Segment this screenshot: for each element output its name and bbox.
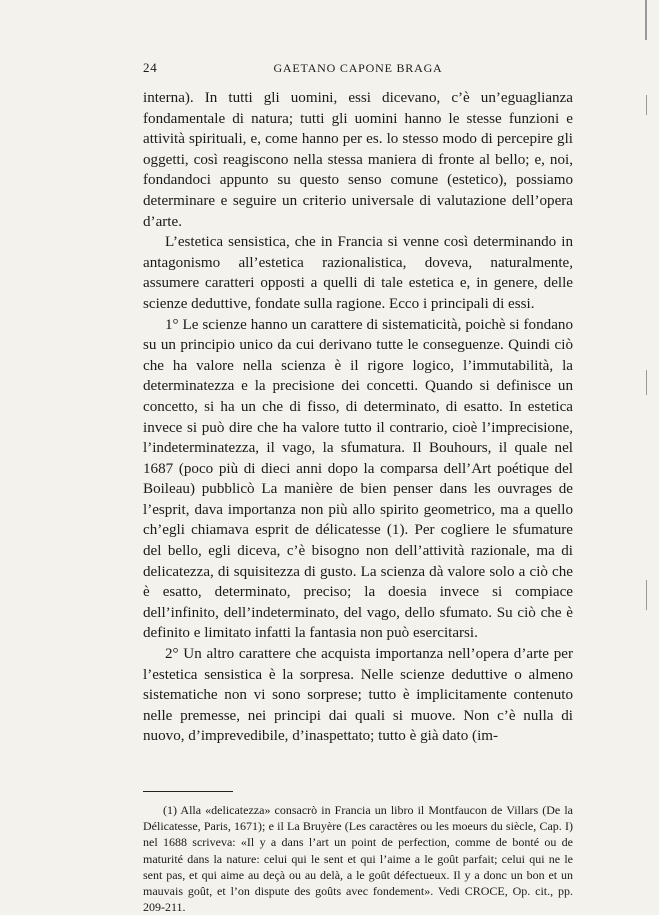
margin-mark	[646, 95, 647, 115]
margin-mark	[645, 0, 647, 40]
book-page	[143, 60, 573, 915]
running-head: GAETANO CAPONE BRAGA	[273, 61, 443, 75]
margin-mark	[646, 370, 647, 395]
paragraph-2: L’estetica sensistica, che in Francia si venne così determinando in antagonismo all’estetica razionalistica, doveva, naturalmente, assumere caratteri opposti a quelli di tale estetica e, in genere, delle scienze deduttive, fondate sulla ragione. Ecco i principali di essi.	[143, 234, 573, 312]
footnote-rule	[143, 791, 233, 792]
footnote-text: (1) Alla «delicatezza» consacrò in Francia un libro il Montfaucon de Villars (De la Délicatesse, Paris, 1671); e il La Bruyère (Les caractères ou les moeurs du siècle, Cap. I) nel 1688 scriveva: «Il y a dans l’art un point de perfection, comme de bonté ou de maturité dans la nature: celui qui le sent et qui l’aime a le goût parfait; celui qui ne le sent pas, et qui aime au deçà ou au delà, a le goût défectueux. Il y a donc un bon et un mauvais goût, et l’on dispute des goûts avec fondement». Vedi CROCE, Op. cit., pp. 209-211.	[143, 803, 573, 915]
page-number: 24	[143, 60, 158, 75]
paragraph-3: 1° Le scienze hanno un carattere di sistematicità, poichè si fondano su un principio unico da cui derivano tutte le conseguenze. Quindi ciò che ha valore nella scienza è il rigore logico, l’immutabilità, la determinatezza e la precisione dei concetti. Quando si definisce un concetto, si ha un che di fisso, di determinato, di esatto. In estetica invece si può dire che ha valore tutto il contrario, cioè l’imprecisione, l’indeterminatezza, il vago, la sfumatura. Il Bouhours, il quale nel 1687 (poco più di dieci anni dopo la comparsa dell’Art poétique del Boileau) pubblicò La manière de bien penser dans les ouvrages de l’esprit, dava importanza non più allo spirito geometrico, ma a quello ch’egli chiamava esprit de délicatesse (1). Per cogliere le sfumature del bello, egli diceva, c’è bisogno non dell’attività razionale, ma di delicatezza, di squisitezza di gusto. La scienza dà valore solo a ciò che è esatto, determinato, preciso; la doesia invece si compiace dell’infinito, dell’indeterminato, del vago, dello sfumato. Su ciò che è definito e limitato infatti la fantasia non può esercitarsi.	[143, 316, 573, 642]
margin-mark	[646, 580, 647, 610]
footnote	[143, 802, 573, 915]
paragraph-1: interna). In tutti gli uomini, essi dicevano, c’è un’eguaglianza fondamentale di natura; tutti gli uomini hanno le stesse funzioni e attività spirituali, e, come hanno per es. lo stesso modo di percepire gli oggetti, così reagiscono nella stessa maniera di fronte al bello; e, noi, fondandoci appunto su questo senso comune (estetico), possiamo determinare e seguire un criterio universale di valutazione dell’opera d’arte.	[143, 90, 573, 230]
page-header	[143, 60, 573, 82]
paragraph-4: 2° Un altro carattere che acquista importanza nell’opera d’arte per l’estetica sensistica è la sorpresa. Nelle scienze deduttive o almeno sistematiche non vi sono sorprese; tutto è implicitamente contenuto nelle premesse, nei principi dai quali si muove. Non c’è nulla di nuovo, d’imprevedibile, d’inaspettato; tutto è già dato (im-	[143, 646, 573, 745]
body-text	[143, 88, 573, 747]
